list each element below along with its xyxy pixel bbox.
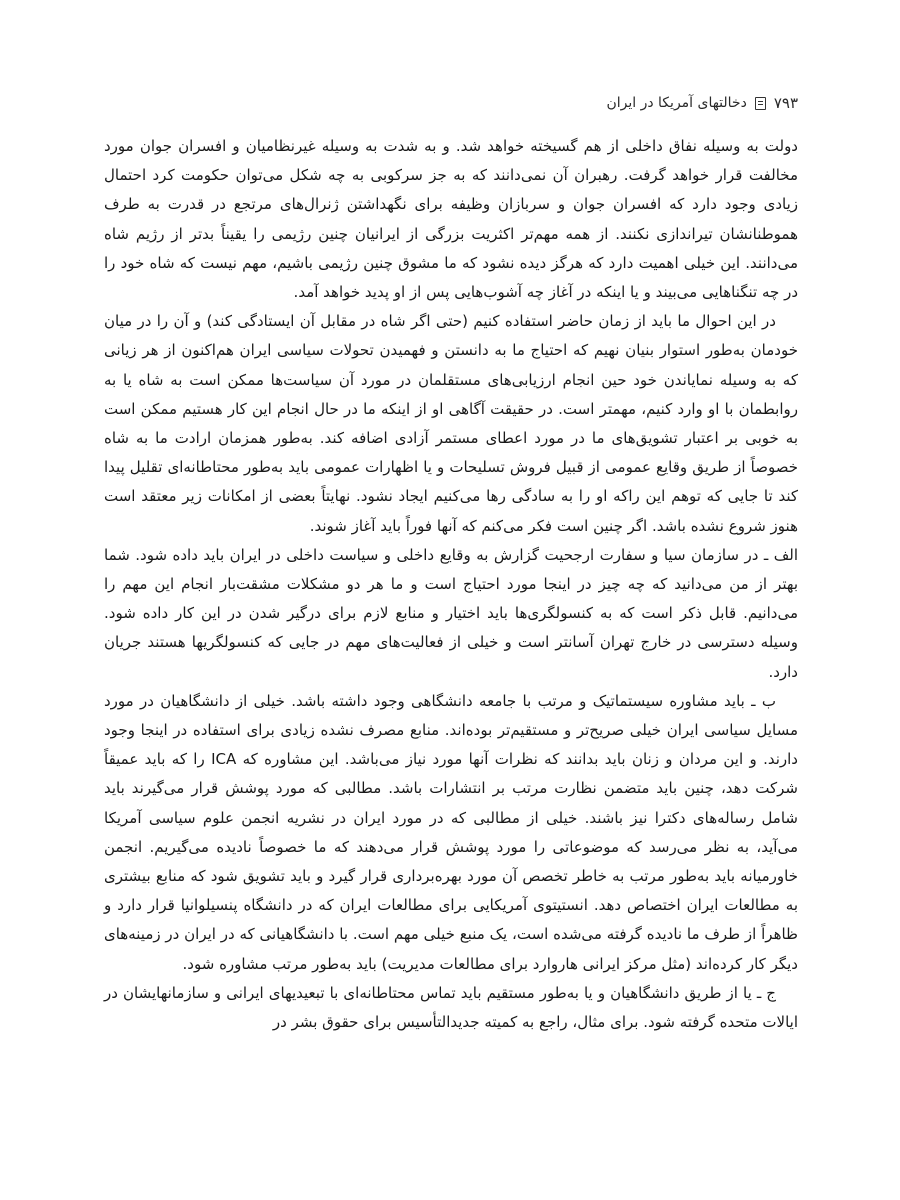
page-marker-icon (755, 97, 766, 110)
page-number: ۷۹۳ (773, 94, 798, 112)
paragraph-item-alef: الف ـ در سازمان سیا و سفارت ارجحیت گزارش به وقایع داخلی و سیاست داخلی در ایران باید داده شود. شما بهتر از من می‌دانید که چه چیز در اینجا مورد احتیاج است و ما هر دو مشکلات مشقت‌بار انجام این مهم را می‌دانیم. قابل ذکر است که به کنسولگری‌ها باید اختیار و منابع لازم برای درگیر شدن در این کار داده شود. وسیله دسترسی در خارج تهران آسانتر است و خیلی از فعالیت‌های مهم در جایی که کنسولگریها هستند جریان دارد. (104, 545, 798, 681)
paragraph-item-jim: ج ـ یا از طریق دانشگاهیان و یا به‌طور مستقیم باید تماس محتاطانه‌ای با تبعیدیهای ایرانی و سازمانهایشان در ایالات متحده گرفته شود. برای مثال، راجع به کمیته جدیدالتأسیس برای حقوق بشر در (104, 983, 798, 1032)
paragraph-present-time: در این احوال ما باید از زمان حاضر استفاده کنیم (حتی اگر شاه در مقابل آن ایستادگی کند) و آن را در میان خودمان به‌طور استوار بنیان نهیم که احتیاج ما به دانستن و فهمیدن تحولات سیاسی ایران هم‌اکنون از هر زیانی که به وسیله نمایاندن خود حین انجام ارزیابی‌های مستقلمان در مورد آن سیاست‌ها ممکن است به شاه یا به روابطمان با او وارد کنیم، مهمتر است. در حقیقت آگاهی او از اینکه ما در حال انجام این کار هستیم ممکن است به خوبی بر اعتبار تشویق‌های ما در مورد اعطای مستمر آزادی اضافه کند. به‌طور همزمان ارادت ما به شاه خصوصاً از طریق وقایع عمومی از قبیل فروش تسلیحات و یا اظهارات عمومی باید به‌طور محتاطانه‌ای تقلیل پیدا کند تا جایی که توهم این راکه او را به سادگی رها می‌کنیم ایجاد نشود. نهایتاً بعضی از امکانات زیر معتقد است هنوز شروع نشده باشد. اگر چنین است فکر می‌کنم که آنها فوراً باید آغاز شوند. (104, 312, 798, 535)
running-header-title: دخالتهای آمریکا در ایران (606, 95, 747, 111)
book-page (104, 90, 798, 1150)
body-text (104, 132, 798, 1037)
paragraph-item-be: ب ـ باید مشاوره سیستماتیک و مرتب با جامعه دانشگاهی وجود داشته باشد. خیلی از دانشگاهیان در مورد مسایل سیاسی ایران خیلی صریح‌تر و مستقیم‌تر بوده‌اند. منابع مصرف نشده زیادی برای استفاده در اینجا وجود دارند. و این مردان و زنان باید بدانند که نظرات آنها مورد نیاز می‌باشد. این مشاوره که ICA را که باید عمیقاً شرکت دهد، چنین باید متضمن نظارت مرتب بر انتشارات باشد. مطالبی که مورد پوشش قرار می‌گیرند باید شامل رساله‌های دکترا نیز باشند. خیلی از مطالبی که در مورد ایران در نشریه انجمن علوم سیاسی آمریکا می‌آید، به نظر می‌رسد که موضوعاتی را مورد پوشش قرار می‌دهند که ما خصوصاً نادیده می‌گیریم. انجمن خاورمیانه باید به‌طور مرتب به خاطر تخصص آن مورد بهره‌برداری قرار گیرد و باید تشویق شود که منابع بیشتری به مطالعات ایران اختصاص دهد. انستیتوی آمریکایی برای مطالعات ایران که در دانشگاه پنسیلوانیا قرار دارد و ظاهراً از طرف ما نادیده گرفته می‌شده است، یک منبع خیلی مهم است. با دانشگاهیانی که در ایران در زمینه‌های دیگر کار کرده‌اند (مثل مرکز ایرانی هاروارد برای مطالعات مدیریت) باید به‌طور مرتب مشاوره شود. (104, 691, 798, 973)
running-header (104, 90, 798, 116)
paragraph-intro-continuation: دولت به وسیله نفاق داخلی از هم گسیخته خواهد شد. و به شدت به وسیله غیرنظامیان و افسران جوان مورد مخالفت قرار خواهد گرفت. رهبران آن نمی‌دانند که به جز سرکوبی به چه شکل می‌توان حکومت کرد احتمال زیادی وجود دارد که افسران جوان و سربازان وظیفه برای نگهداشتن ژنرال‌های مرتجع در قدرت به طرف هموطنانشان تیراندازی نکنند. از همه مهم‌تر اکثریت بزرگی از ایرانیان چنین رژیمی را یقیناً بدتر از رژیم شاه می‌دانند. این خیلی اهمیت دارد که هرگز دیده نشود که ما مشوق چنین رژیمی باشیم، مهم نیست که شاه خود را در چه تنگناهایی می‌بیند و یا اینکه در آغاز چه آشوب‌هایی پس از او پدید خواهد آمد. (104, 137, 798, 302)
